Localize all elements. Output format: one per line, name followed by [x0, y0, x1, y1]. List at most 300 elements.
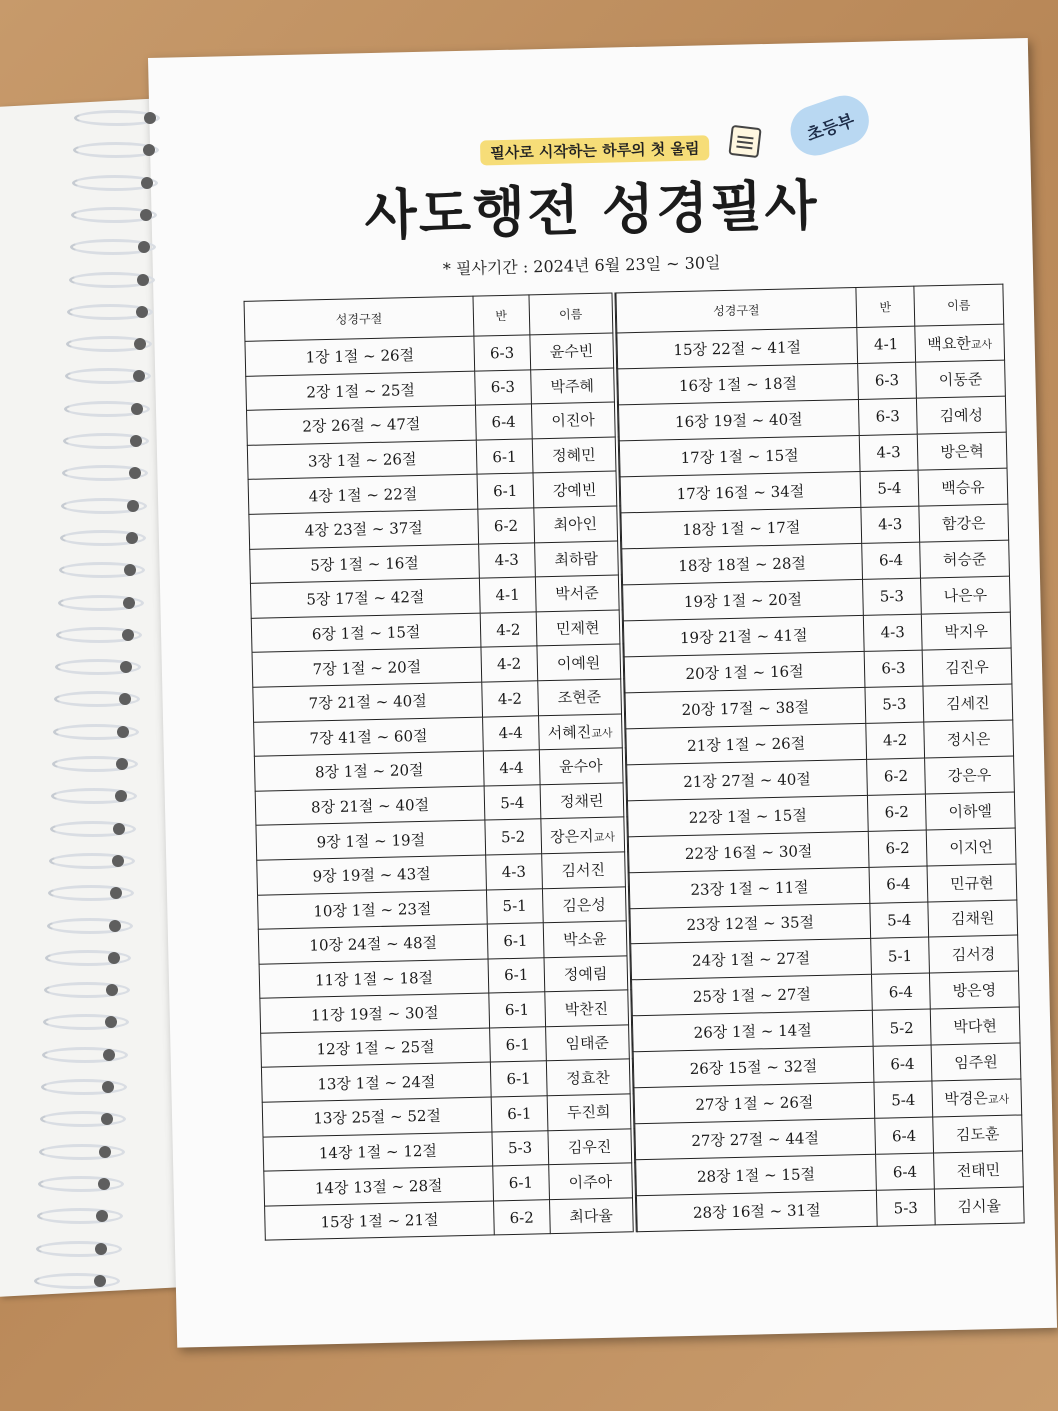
document-page — [148, 38, 1057, 1348]
cell-passage-text: 20장 17절 ~ 38절 — [681, 697, 810, 719]
cell-name-text: 방은영 — [952, 981, 997, 1001]
column-header-class: 반 — [473, 295, 529, 336]
cell-passage — [247, 405, 477, 445]
cell-name-text: 조현준 — [557, 688, 602, 708]
cell-name — [533, 506, 619, 543]
cell-class-text: 6-3 — [490, 378, 516, 397]
cell-passage-text: 7장 41절 ~ 60절 — [309, 726, 428, 748]
cell-class — [487, 923, 543, 959]
spiral-binding — [60, 110, 160, 1290]
cell-class — [871, 937, 930, 974]
table-row — [265, 1198, 635, 1241]
cell-name — [930, 1007, 1020, 1045]
cell-name-text: 최아인 — [553, 515, 598, 535]
cell-passage — [258, 890, 488, 930]
punch-hole — [143, 144, 155, 156]
cell-passage — [249, 509, 479, 549]
cell-name-text: 박찬진 — [564, 999, 609, 1019]
cell-passage — [618, 399, 859, 440]
cell-class — [862, 578, 921, 615]
cell-class-text: 5-3 — [507, 1139, 533, 1158]
cell-passage-text: 6장 1절 ~ 15절 — [311, 623, 421, 644]
cell-passage — [250, 578, 480, 618]
cell-class-text: 5-3 — [893, 1198, 919, 1218]
cell-name — [932, 1079, 1022, 1117]
cell-name-text: 강은우 — [947, 765, 992, 785]
cell-name-text: 김예성 — [939, 406, 984, 426]
cell-name-text: 민규현 — [949, 873, 994, 893]
cell-name-text: 서혜진 — [547, 722, 592, 742]
cell-name — [929, 971, 1019, 1009]
cell-class-text: 6-4 — [886, 874, 911, 894]
cell-passage — [245, 336, 475, 376]
cell-passage — [623, 579, 864, 620]
cell-name-text: 정효찬 — [566, 1068, 610, 1088]
cell-class-text: 5-4 — [886, 910, 912, 930]
punch-hole — [129, 467, 141, 479]
cell-passage — [631, 939, 872, 980]
cell-class-text: 5-4 — [499, 793, 525, 812]
cell-class-text: 6-2 — [509, 1208, 534, 1227]
cell-passage — [254, 751, 484, 791]
cell-name — [533, 471, 619, 508]
cell-passage-text: 26장 15절 ~ 32절 — [689, 1057, 818, 1079]
cell-name — [544, 956, 630, 993]
cell-passage-text: 7장 1절 ~ 20절 — [312, 657, 422, 679]
cell-class — [863, 614, 922, 651]
cell-class — [486, 854, 542, 890]
cell-name-text: 정혜민 — [551, 446, 596, 466]
cell-name — [547, 1094, 633, 1131]
cell-name-text: 김세진 — [945, 693, 990, 713]
spiral-coil — [37, 1208, 123, 1224]
cell-passage-text: 17장 1절 ~ 15절 — [680, 446, 799, 467]
cell-passage — [628, 831, 869, 872]
cell-name — [919, 504, 1009, 542]
cell-passage — [251, 613, 481, 653]
spiral-coil — [38, 1176, 124, 1192]
cell-class-text: 6-2 — [885, 838, 910, 858]
cell-name-text: 정채린 — [559, 791, 604, 811]
cell-class-text: 4-3 — [880, 623, 905, 642]
cell-passage — [623, 615, 864, 656]
cell-passage-text: 1장 1절 ~ 26절 — [305, 346, 415, 367]
cell-name — [920, 576, 1010, 614]
cell-passage-text: 27장 27절 ~ 44절 — [691, 1129, 820, 1151]
cell-class-text: 6-1 — [507, 1104, 532, 1123]
cell-passage — [625, 687, 866, 728]
cell-name-text: 김채원 — [950, 909, 995, 929]
cell-passage-text: 8장 1절 ~ 20절 — [314, 761, 424, 782]
cell-name-text: 백요한 — [927, 334, 971, 354]
cell-passage-text: 13장 1절 ~ 24절 — [317, 1072, 436, 1094]
cell-class-text: 6-4 — [878, 551, 904, 570]
cell-class — [490, 1061, 546, 1097]
cell-passage — [636, 1191, 877, 1233]
cell-passage — [619, 435, 860, 476]
punch-hole — [140, 209, 152, 221]
punch-hole — [122, 629, 134, 641]
cell-passage-text: 15장 1절 ~ 21절 — [320, 1210, 439, 1232]
cell-class — [869, 866, 928, 903]
punch-hole — [112, 855, 124, 867]
cell-name — [545, 1025, 631, 1062]
cell-class — [493, 1165, 549, 1201]
spiral-coil — [42, 1047, 128, 1063]
cell-name — [534, 540, 620, 577]
punch-hole — [109, 920, 121, 932]
cell-passage — [262, 1097, 492, 1137]
cell-passage-text: 11장 1절 ~ 18절 — [314, 968, 434, 990]
cell-class — [483, 750, 539, 786]
punch-hole — [131, 403, 143, 415]
cell-passage-text: 2장 26절 ~ 47절 — [302, 415, 421, 437]
cell-passage-text: 14장 13절 ~ 28절 — [314, 1176, 443, 1198]
cell-name — [920, 540, 1010, 578]
spiral-coil — [39, 1144, 125, 1160]
cell-class — [484, 785, 540, 821]
cell-passage — [260, 993, 490, 1033]
cell-class-text: 5-4 — [877, 479, 902, 498]
cell-name — [549, 1198, 635, 1235]
punch-hole — [136, 306, 148, 318]
cell-name-text: 박서준 — [555, 584, 599, 604]
cell-passage-text: 8장 21절 ~ 40절 — [310, 795, 430, 817]
cell-class-text: 6-1 — [504, 1000, 530, 1020]
cell-class — [479, 577, 535, 613]
cell-name-text: 김은성 — [562, 895, 607, 915]
cell-name-text: 함강은 — [941, 513, 986, 533]
cell-class — [475, 370, 531, 406]
cell-class-text: 6-3 — [489, 343, 515, 363]
cell-name — [544, 990, 630, 1027]
cell-name — [541, 852, 627, 889]
teacher-suffix: 교사 — [591, 726, 613, 740]
cell-passage-text: 2장 1절 ~ 25절 — [306, 380, 416, 402]
cell-class — [867, 794, 926, 831]
cell-passage — [257, 855, 487, 895]
cell-name-text: 나은우 — [943, 585, 988, 605]
punch-hole — [113, 823, 125, 835]
cell-passage-text: 9장 19절 ~ 43절 — [312, 865, 431, 886]
cell-passage-text: 16장 19절 ~ 40절 — [674, 410, 803, 432]
cell-class-text: 4-3 — [877, 515, 903, 534]
cell-passage — [627, 759, 868, 800]
cell-class — [870, 902, 929, 939]
cell-passage-text: 12장 1절 ~ 25절 — [316, 1037, 435, 1059]
cell-passage — [247, 440, 477, 480]
cell-passage — [624, 651, 865, 692]
cell-class-text: 6-1 — [503, 931, 528, 951]
cell-passage-text: 3장 1절 ~ 26절 — [307, 450, 417, 471]
punch-hole — [94, 1275, 106, 1287]
cell-passage-text: 19장 1절 ~ 20절 — [683, 590, 803, 611]
cell-passage-text: 23장 1절 ~ 11절 — [690, 877, 809, 899]
cell-class — [867, 758, 926, 795]
cell-name-text: 박주혜 — [550, 376, 595, 396]
cell-name — [917, 432, 1007, 470]
cell-class — [871, 973, 930, 1010]
cell-passage — [261, 1062, 491, 1102]
punch-hole — [101, 1113, 113, 1125]
cell-name — [934, 1151, 1024, 1189]
cell-class-text: 6-4 — [491, 412, 516, 432]
teacher-suffix: 교사 — [970, 337, 993, 352]
punch-hole — [117, 726, 129, 738]
cell-class-text: 5-1 — [887, 946, 913, 966]
cell-passage — [248, 475, 478, 515]
cell-name — [532, 437, 618, 474]
cell-class — [865, 686, 924, 723]
cell-name — [925, 756, 1015, 794]
cell-name — [925, 792, 1015, 830]
cell-passage — [254, 717, 484, 757]
cell-class — [481, 646, 537, 682]
cell-name — [923, 684, 1013, 722]
cell-class — [859, 434, 918, 471]
cell-class-text: 6-2 — [884, 803, 910, 822]
cell-class — [875, 1117, 934, 1154]
cell-class-text: 4-2 — [496, 620, 521, 639]
cell-class — [482, 681, 538, 717]
cell-name-text: 윤수아 — [558, 757, 603, 777]
cell-name — [530, 368, 616, 405]
cell-passage — [261, 1028, 491, 1068]
punch-hole — [108, 952, 120, 964]
column-header-name: 이름 — [914, 284, 1004, 326]
cell-class-text: 6-4 — [891, 1126, 917, 1146]
table-body-left — [245, 333, 635, 1241]
cell-class-text: 4-1 — [873, 335, 899, 355]
cell-passage — [259, 959, 489, 999]
cell-class — [487, 888, 543, 924]
cell-class — [861, 506, 920, 543]
cell-class-text: 4-2 — [882, 731, 908, 750]
cell-passage-text: 21장 27절 ~ 40절 — [683, 769, 811, 791]
cell-name-text: 허승준 — [942, 549, 987, 569]
cell-class — [860, 470, 919, 507]
cell-passage — [626, 723, 867, 764]
notepad-icon — [728, 125, 761, 158]
cell-name-text: 김시율 — [957, 1197, 1002, 1217]
cell-name — [531, 402, 617, 439]
cell-passage — [621, 507, 862, 548]
cell-passage-text: 11장 19절 ~ 30절 — [310, 1003, 439, 1025]
cell-class-text: 6-1 — [492, 481, 518, 501]
cell-class — [490, 1027, 546, 1063]
cell-name-text: 정예림 — [563, 964, 608, 984]
cell-passage — [265, 1201, 495, 1241]
subtitle-label: 필사로 시작하는 하루의 첫 울림 — [480, 135, 710, 165]
punch-hole — [103, 1049, 115, 1061]
punch-hole — [127, 500, 139, 512]
cell-class-text: 5-3 — [879, 587, 905, 606]
cell-name — [537, 679, 623, 716]
column-header-class: 반 — [856, 286, 915, 327]
cell-class — [474, 335, 530, 371]
cell-name-text: 박경은 — [944, 1089, 989, 1109]
cell-passage — [256, 820, 486, 860]
cell-class — [476, 404, 532, 440]
teacher-suffix: 교사 — [987, 1093, 1010, 1107]
cell-name — [538, 713, 624, 750]
cell-passage-text: 25장 1절 ~ 27절 — [692, 985, 812, 1007]
cell-name-text: 김서경 — [951, 945, 996, 965]
cell-class-text: 6-3 — [881, 659, 906, 678]
cell-class — [483, 715, 539, 751]
department-badge: 초등부 — [784, 89, 876, 163]
cell-passage — [246, 371, 476, 411]
cell-passage — [618, 363, 859, 404]
cell-class — [876, 1153, 935, 1190]
cell-class-text: 4-3 — [494, 551, 520, 570]
cell-passage — [622, 543, 863, 584]
spiral-coil — [36, 1241, 122, 1257]
punch-hole — [99, 1146, 111, 1158]
punch-hole — [116, 758, 128, 770]
cell-class-text: 6-2 — [493, 516, 519, 536]
cell-name — [916, 360, 1006, 398]
cell-passage-text: 7장 21절 ~ 40절 — [308, 692, 427, 713]
cell-passage — [630, 903, 871, 944]
cell-name-text: 두진희 — [566, 1103, 611, 1123]
cell-passage-text: 22장 1절 ~ 15절 — [688, 805, 808, 827]
cell-class — [868, 830, 927, 867]
cell-passage-text: 28장 16절 ~ 31절 — [692, 1201, 821, 1223]
cell-class — [476, 439, 532, 475]
cell-passage-text: 20장 1절 ~ 16절 — [685, 661, 804, 683]
cell-name — [547, 1128, 633, 1165]
cell-class-text: 4-4 — [499, 758, 524, 778]
cell-class-text: 6-1 — [505, 1035, 531, 1054]
cell-class-text: 5-2 — [889, 1018, 914, 1038]
cell-name-text: 이주아 — [568, 1172, 613, 1192]
punch-hole — [141, 177, 153, 189]
punch-hole — [102, 1081, 114, 1093]
cell-name — [540, 817, 626, 854]
column-header-passage: 성경구절 — [616, 288, 857, 333]
cell-name-text: 정시은 — [946, 729, 991, 749]
cell-passage — [636, 1155, 877, 1196]
cell-class-text: 6-2 — [883, 767, 909, 786]
cell-name-text: 임주원 — [954, 1053, 998, 1073]
cell-class — [480, 612, 536, 648]
cell-name — [926, 828, 1016, 866]
cell-name — [546, 1059, 632, 1096]
cell-name-text: 박다현 — [953, 1017, 998, 1037]
cell-class-text: 4-2 — [496, 654, 522, 674]
cell-passage-text: 23장 12절 ~ 35절 — [686, 913, 815, 935]
cell-name — [529, 333, 615, 370]
cell-passage-text: 19장 21절 ~ 41절 — [679, 625, 808, 647]
cell-class — [862, 542, 921, 579]
cell-class-text: 4-4 — [498, 724, 523, 743]
cell-class — [479, 542, 535, 578]
cell-passage — [635, 1119, 876, 1160]
column-header-name: 이름 — [528, 293, 614, 335]
cell-class — [485, 819, 541, 855]
assignment-table-right — [615, 284, 1024, 1233]
cell-class-text: 6-1 — [506, 1069, 531, 1089]
cell-passage-text: 22장 16절 ~ 30절 — [684, 841, 813, 863]
cell-class — [478, 508, 534, 544]
cell-name-text: 이지언 — [949, 837, 994, 857]
cell-name-text: 김진우 — [945, 657, 989, 677]
cell-class-text: 6-1 — [508, 1173, 534, 1193]
cell-class-text: 6-4 — [892, 1162, 918, 1182]
cell-passage-text: 9장 1절 ~ 19절 — [316, 830, 426, 851]
cell-passage-text: 15장 22절 ~ 41절 — [673, 338, 802, 360]
cell-passage — [617, 327, 858, 368]
cell-name — [928, 900, 1018, 938]
cell-passage — [620, 471, 861, 512]
column-header-passage: 성경구절 — [244, 296, 474, 341]
cell-passage-text: 27장 1절 ~ 26절 — [695, 1093, 814, 1115]
cell-class-text: 5-3 — [882, 695, 907, 714]
cell-name-text: 이진아 — [551, 411, 596, 431]
assignment-table-left — [244, 292, 637, 1241]
spiral-coil — [41, 1079, 127, 1095]
cell-class — [872, 1009, 931, 1046]
cell-name-text: 김도훈 — [955, 1125, 1000, 1145]
cell-passage-text: 28장 1절 ~ 15절 — [696, 1165, 816, 1187]
cell-passage — [252, 647, 482, 687]
cell-class-text: 6-3 — [875, 407, 901, 427]
punch-hole — [130, 435, 142, 447]
cell-passage — [250, 544, 480, 584]
cell-class — [858, 398, 917, 435]
cell-name-text: 이동준 — [938, 370, 983, 390]
cell-class-text: 6-4 — [890, 1054, 915, 1074]
assignment-tables — [244, 284, 1025, 1241]
cell-class — [489, 992, 545, 1028]
cell-name-text: 방은혁 — [940, 442, 985, 462]
punch-hole — [126, 532, 138, 544]
cell-class — [858, 362, 917, 399]
cell-class-text: 4-2 — [497, 689, 523, 708]
cell-class-text: 6-3 — [874, 371, 900, 391]
cell-name — [934, 1187, 1024, 1225]
cell-class — [494, 1200, 550, 1236]
cell-class — [866, 722, 925, 759]
cell-passage — [258, 924, 488, 964]
cell-passage-text: 10장 1절 ~ 23절 — [313, 899, 432, 921]
cell-class-text: 5-2 — [500, 827, 526, 847]
punch-hole — [115, 790, 127, 802]
cell-name — [542, 886, 628, 923]
table-row — [636, 1187, 1024, 1232]
cell-name-text: 임태준 — [565, 1033, 610, 1053]
cell-class-text: 4-1 — [495, 585, 520, 605]
cell-class — [857, 326, 916, 363]
cell-name-text: 박지우 — [944, 621, 989, 641]
cell-name-text: 최하람 — [554, 549, 599, 569]
cell-passage-text: 18장 1절 ~ 17절 — [682, 518, 801, 539]
cell-class-text: 6-1 — [492, 447, 517, 466]
cell-name — [535, 575, 621, 612]
teacher-suffix: 교사 — [593, 830, 616, 844]
cell-passage — [634, 1083, 875, 1124]
cell-passage-text: 10장 24절 ~ 48절 — [309, 934, 438, 955]
cell-name — [548, 1163, 634, 1200]
cell-name — [540, 783, 626, 820]
cell-passage — [629, 867, 870, 908]
cell-passage-text: 5장 17절 ~ 42절 — [306, 588, 425, 609]
cell-name-text: 윤수빈 — [549, 342, 594, 362]
cell-passage-text: 4장 23절 ~ 37절 — [304, 519, 424, 540]
cell-name-text: 전태민 — [956, 1161, 1001, 1181]
table-body-right — [617, 324, 1024, 1232]
